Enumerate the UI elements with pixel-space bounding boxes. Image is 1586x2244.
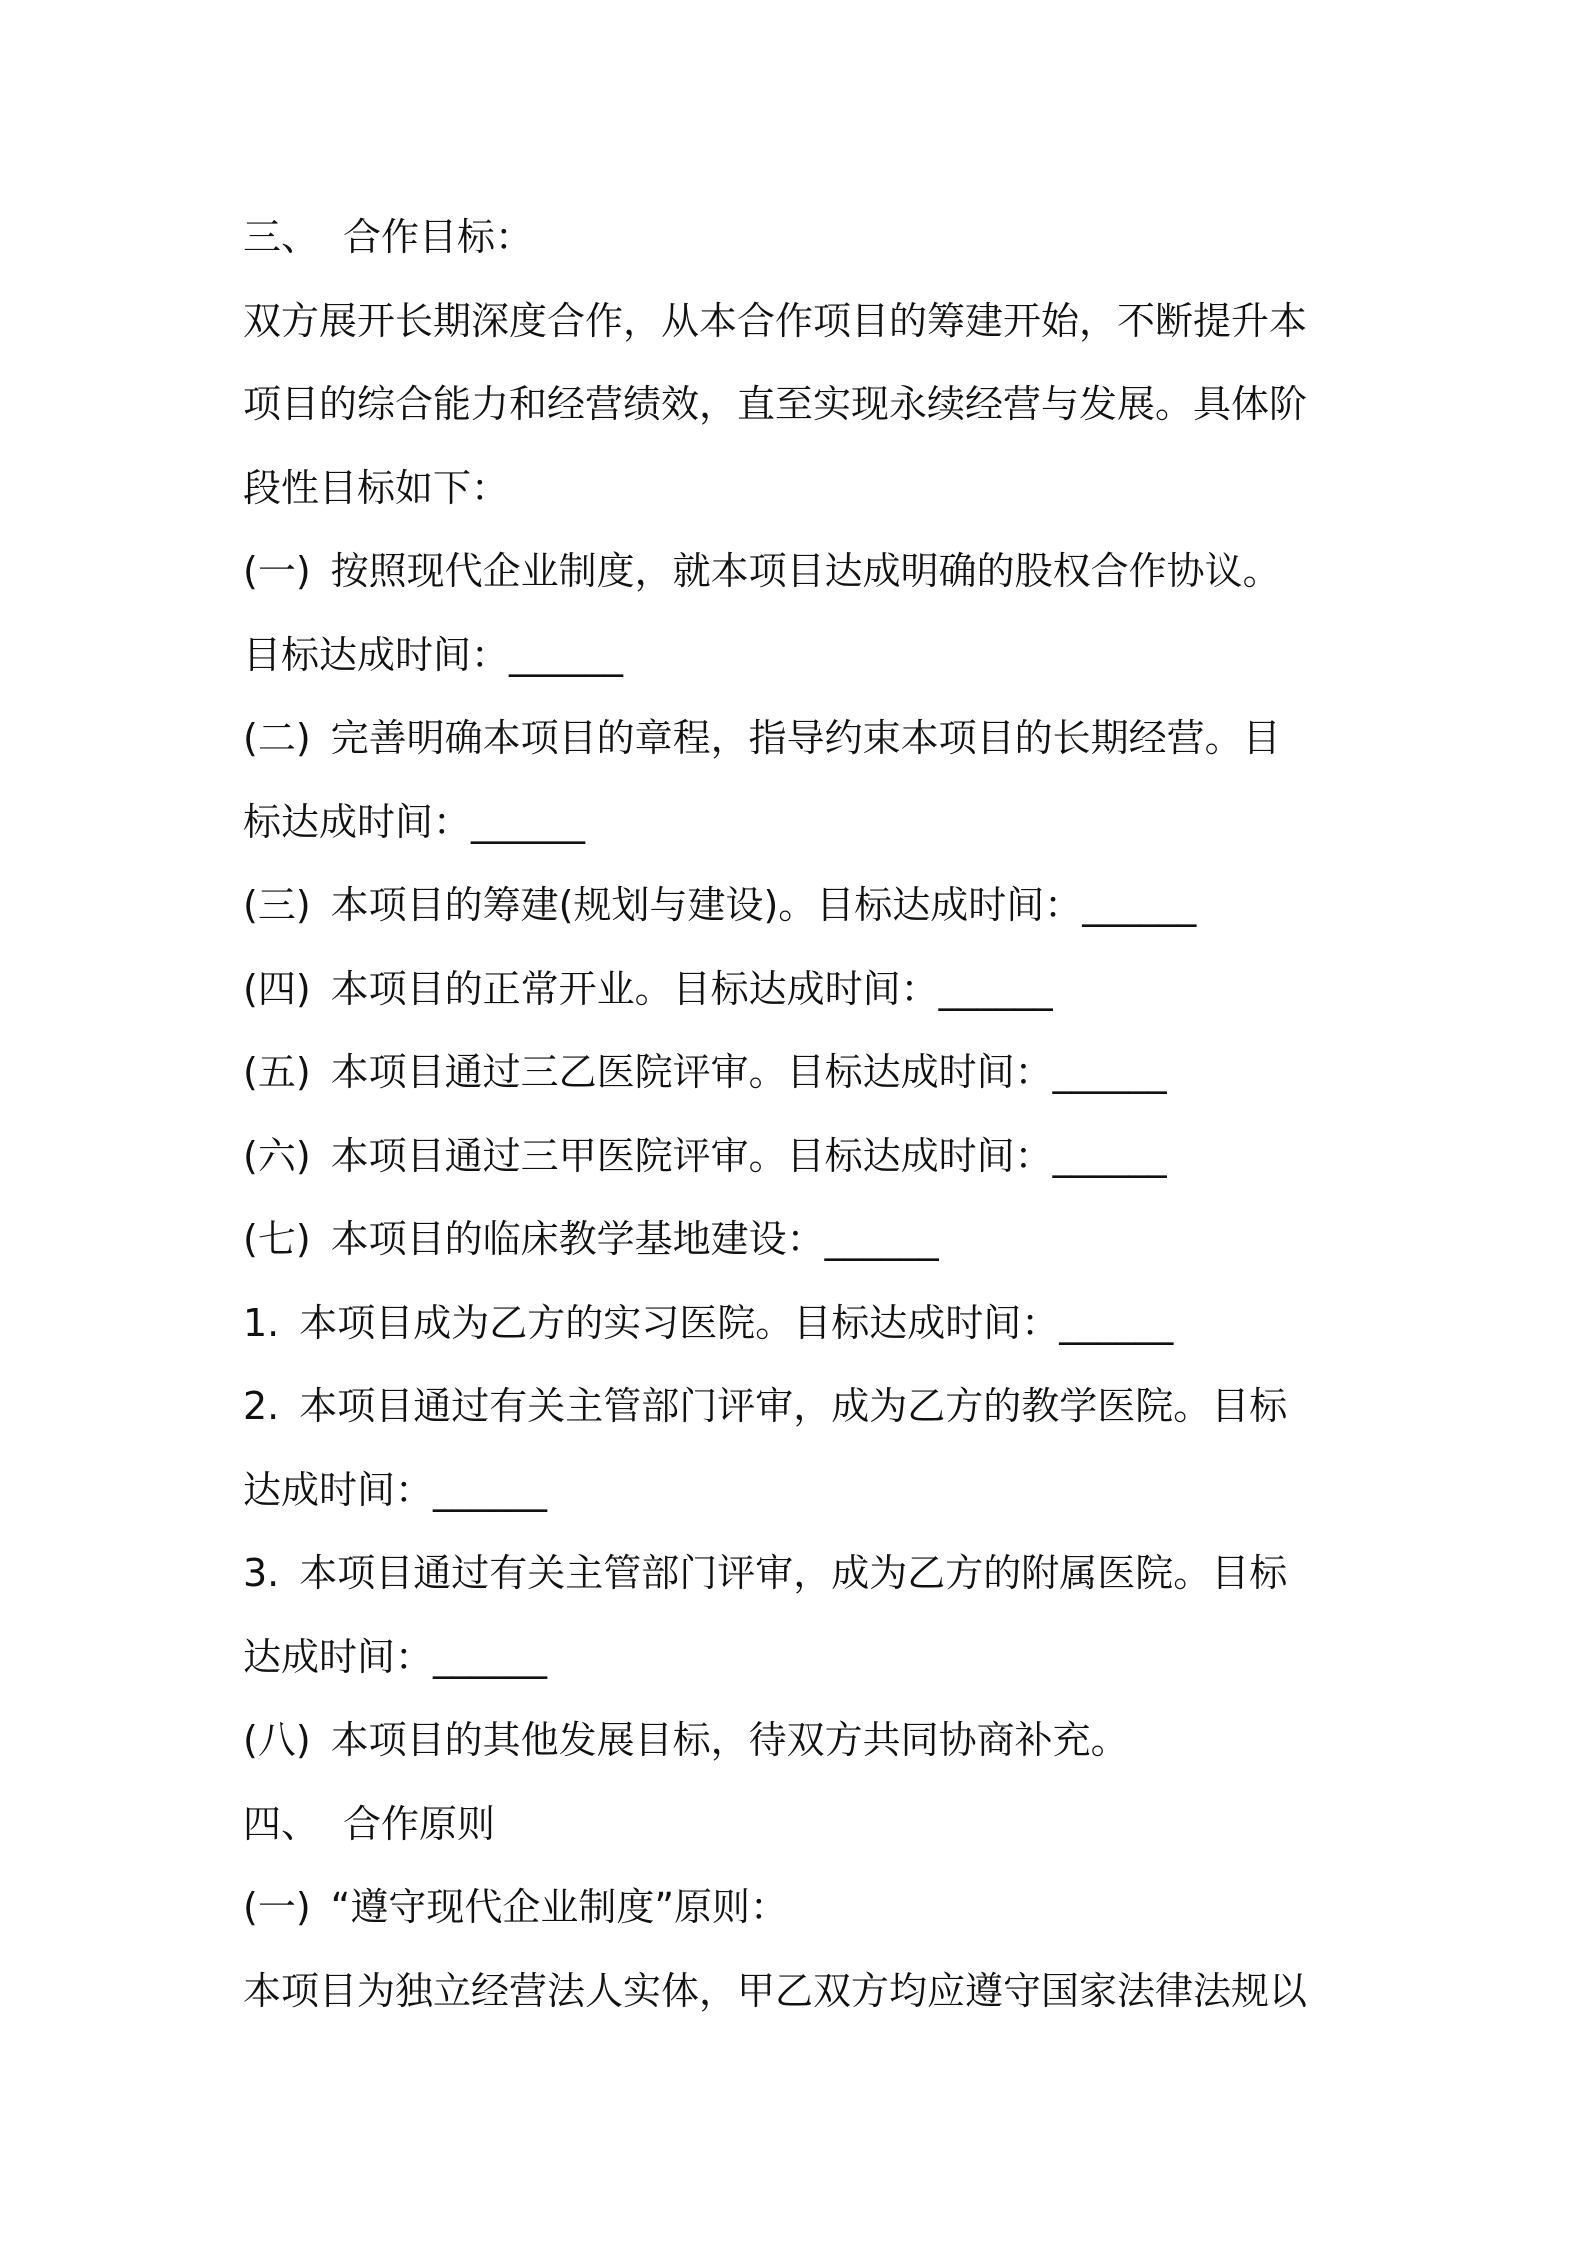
- section-heading-4: [243, 1783, 1363, 1867]
- document-body: [243, 196, 1363, 2033]
- sub-item-3: [243, 1532, 1363, 1616]
- goal-item-8: [243, 1699, 1363, 1783]
- item-text: 完善明确本项目的章程，指导约束本项目的长期经营。目: [330, 716, 1281, 760]
- section-title: 合作目标：: [343, 215, 534, 259]
- item-text: 本项目通过有关主管部门评审，成为乙方的教学医院。目标: [299, 1384, 1288, 1428]
- item-number: 3.: [243, 1551, 280, 1595]
- sub-item-3-continuation: 达成时间：______: [243, 1634, 548, 1679]
- section-heading-3: [243, 196, 1363, 280]
- sub-item-2-continuation: 达成时间：______: [243, 1467, 548, 1512]
- goal-item-7: [243, 1198, 1363, 1282]
- section-title: 合作原则: [343, 1801, 496, 1846]
- item-text: 本项目的正常开业。目标达成时间：______: [330, 966, 1053, 1011]
- goal-item-3: [243, 864, 1363, 948]
- goal-item-2: [243, 697, 1363, 781]
- item-number: (五): [243, 1050, 311, 1094]
- goal-item-1-continuation: 目标达成时间：______: [243, 632, 624, 677]
- item-text: 本项目的筹建(规划与建设)。目标达成时间：______: [330, 883, 1197, 927]
- item-number: (八): [243, 1718, 311, 1762]
- item-number: 1.: [243, 1300, 280, 1345]
- goal-item-2-continuation: 标达成时间：______: [243, 799, 586, 844]
- paragraph-line: 段性目标如下：: [243, 465, 510, 510]
- goal-item-4: [243, 948, 1363, 1032]
- item-number: (四): [243, 966, 311, 1011]
- section-number: 四、: [243, 1801, 320, 1846]
- item-number: (七): [243, 1217, 311, 1261]
- sub-item-1: [243, 1282, 1363, 1366]
- goal-item-1: [243, 530, 1363, 614]
- item-text: 本项目通过有关主管部门评审，成为乙方的附属医院。目标: [299, 1551, 1288, 1595]
- goal-item-5: [243, 1031, 1363, 1115]
- item-text: 本项目的临床教学基地建设：______: [330, 1217, 939, 1261]
- paragraph-line: 本项目为独立经营法人实体，甲乙双方均应遵守国家法律法规以: [243, 1968, 1308, 2013]
- item-text: 本项目的其他发展目标，待双方共同协商补充。: [330, 1718, 1129, 1762]
- item-text: 本项目通过三乙医院评审。目标达成时间：______: [330, 1050, 1167, 1094]
- section-number: 三、: [243, 215, 320, 259]
- item-text: “遵守现代企业制度”原则：: [330, 1885, 789, 1929]
- principle-item-1: [243, 1866, 1363, 1950]
- item-text: 本项目成为乙方的实习医院。目标达成时间：______: [299, 1300, 1174, 1345]
- item-number: (二): [243, 716, 311, 760]
- paragraph-line: 项目的综合能力和经营绩效，直至实现永续经营与发展。具体阶: [243, 382, 1308, 426]
- sub-item-2: [243, 1365, 1363, 1449]
- paragraph-line: 双方展开长期深度合作，从本合作项目的筹建开始，不断提升本: [243, 298, 1308, 343]
- item-number: (三): [243, 883, 311, 927]
- item-number: (一): [243, 1885, 311, 1929]
- item-number: (一): [243, 549, 311, 593]
- item-number: (六): [243, 1133, 311, 1178]
- goal-item-6: [243, 1115, 1363, 1199]
- item-text: 本项目通过三甲医院评审。目标达成时间：______: [330, 1133, 1167, 1178]
- item-number: 2.: [243, 1384, 280, 1428]
- item-text: 按照现代企业制度，就本项目达成明确的股权合作协议。: [330, 549, 1281, 593]
